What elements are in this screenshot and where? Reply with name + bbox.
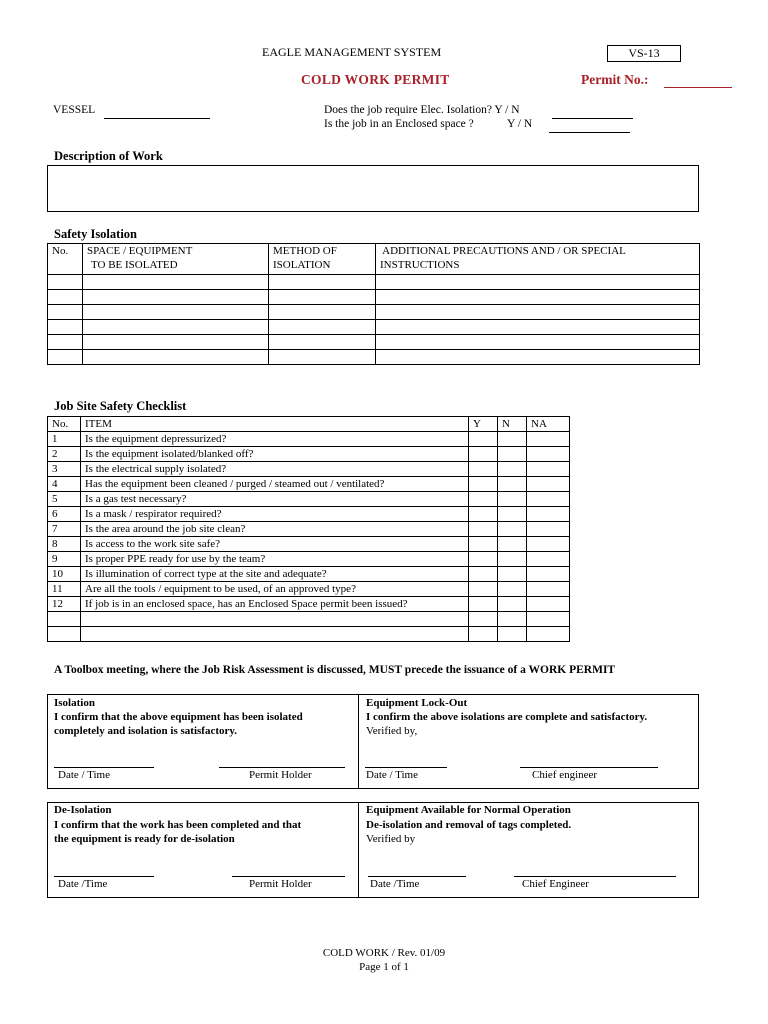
isolation-cell-no[interactable] — [48, 290, 83, 305]
form-title: COLD WORK PERMIT — [301, 72, 450, 87]
lockout-line2: Verified by, — [366, 725, 418, 737]
checklist-row — [48, 507, 570, 522]
isolation-signature-field[interactable] — [219, 767, 345, 768]
isolation-cell-space[interactable] — [83, 290, 269, 305]
description-label: Description of Work — [54, 149, 163, 163]
col-header-space-line1: SPACE / EQUIPMENT — [87, 245, 193, 257]
safety-isolation-row — [48, 275, 700, 290]
checklist-cell-item[interactable] — [81, 612, 469, 627]
lockout-line1: I confirm the above isolations are complete and satisfactory. — [366, 711, 648, 723]
checklist-cell-na[interactable] — [527, 552, 570, 567]
lockout-date-label: Date / Time — [366, 769, 418, 781]
checklist-row — [48, 582, 570, 597]
enclosed-space-question: Is the job in an Enclosed space ? — [324, 118, 474, 130]
isolation-cell-additional[interactable] — [376, 320, 700, 335]
isolation-cell-additional[interactable] — [376, 275, 700, 290]
isolation-cell-space[interactable] — [83, 335, 269, 350]
isolation-cell-method[interactable] — [269, 335, 376, 350]
isolation-signature-label: Permit Holder — [249, 769, 312, 781]
checklist-cell-item: Is proper PPE ready for use by the team? — [81, 552, 469, 567]
isolation-cell-space[interactable] — [83, 350, 269, 365]
checklist-cell-n[interactable] — [498, 612, 527, 627]
col-header-additional — [376, 244, 700, 275]
checklist-cell-item: Is the equipment isolated/blanked off? — [81, 447, 469, 462]
checklist-row — [48, 612, 570, 627]
isolation-cell-additional[interactable] — [376, 350, 700, 365]
checklist-cell-n[interactable] — [498, 597, 527, 612]
isolation-cell-method[interactable] — [269, 290, 376, 305]
deisolation-signature-field[interactable] — [232, 876, 345, 877]
checklist-cell-no: 5 — [48, 492, 81, 507]
checklist-cell-no: 11 — [48, 582, 81, 597]
checklist-cell-na[interactable] — [527, 462, 570, 477]
isolation-cell-method[interactable] — [269, 305, 376, 320]
isolation-cell-no[interactable] — [48, 275, 83, 290]
toolbox-note: A Toolbox meeting, where the Job Risk Assessment is discussed, MUST precede the issuance of a WORK PERMIT — [54, 664, 616, 676]
safety-isolation-row — [48, 320, 700, 335]
safety-isolation-header-row — [48, 244, 700, 275]
elec-isolation-field[interactable] — [552, 118, 633, 119]
isolation-line1: I confirm that the above equipment has been isolated — [54, 711, 303, 723]
col-header-space-line2: TO BE ISOLATED — [91, 259, 178, 271]
normal-op-signature-field[interactable] — [514, 876, 676, 877]
signoff-row-2-divider — [358, 802, 359, 898]
checklist-row — [48, 597, 570, 612]
checklist-cell-na[interactable] — [527, 477, 570, 492]
isolation-cell-no[interactable] — [48, 320, 83, 335]
vessel-field[interactable] — [104, 118, 210, 119]
normal-op-signature-label: Chief Engineer — [522, 878, 589, 890]
deisolation-title: De-Isolation — [54, 804, 112, 816]
checklist-cell-no: 1 — [48, 432, 81, 447]
isolation-cell-method[interactable] — [269, 320, 376, 335]
checklist-cell-y[interactable] — [469, 462, 498, 477]
checklist-cell-y[interactable] — [469, 627, 498, 642]
checklist-cell-item: Is the electrical supply isolated? — [81, 462, 469, 477]
checklist-cell-n[interactable] — [498, 477, 527, 492]
checklist-cell-item: Is a gas test necessary? — [81, 492, 469, 507]
safety-isolation-row — [48, 305, 700, 320]
col-header-additional-line2: INSTRUCTIONS — [380, 259, 460, 271]
checklist-cell-item: Is a mask / respirator required? — [81, 507, 469, 522]
checklist-cell-na[interactable] — [527, 567, 570, 582]
vessel-label: VESSEL — [53, 104, 96, 116]
deisolation-date-field[interactable] — [54, 876, 154, 877]
checklist-col-na: NA — [527, 417, 570, 432]
checklist-cell-no: 12 — [48, 597, 81, 612]
isolation-cell-additional[interactable] — [376, 305, 700, 320]
checklist-cell-no: 8 — [48, 537, 81, 552]
isolation-cell-space[interactable] — [83, 305, 269, 320]
deisolation-line1: I confirm that the work has been completed and that — [54, 819, 302, 831]
checklist-cell-no[interactable] — [48, 612, 81, 627]
checklist-cell-y[interactable] — [469, 612, 498, 627]
isolation-cell-space[interactable] — [83, 320, 269, 335]
checklist-cell-y[interactable] — [469, 522, 498, 537]
isolation-date-label: Date / Time — [58, 769, 110, 781]
checklist-cell-item: Is the area around the job site clean? — [81, 522, 469, 537]
safety-isolation-row — [48, 290, 700, 305]
checklist-cell-y[interactable] — [469, 537, 498, 552]
lockout-signature-field[interactable] — [520, 767, 658, 768]
checklist-cell-no: 2 — [48, 447, 81, 462]
deisolation-signature-label: Permit Holder — [249, 878, 312, 890]
isolation-cell-additional[interactable] — [376, 290, 700, 305]
checklist-cell-n[interactable] — [498, 627, 527, 642]
checklist-cell-na[interactable] — [527, 597, 570, 612]
checklist-cell-n[interactable] — [498, 432, 527, 447]
normal-op-line2: Verified by — [366, 833, 416, 845]
checklist-col-no: No. — [48, 417, 81, 432]
elec-isolation-question: Does the job require Elec. Isolation? Y / N — [324, 104, 520, 116]
checklist-cell-item: If job is in an enclosed space, has an Enclosed Space permit been issued? — [81, 597, 469, 612]
checklist-cell-item: Is access to the work site safe? — [81, 537, 469, 552]
system-name: EAGLE MANAGEMENT SYSTEM — [262, 45, 442, 59]
checklist-cell-na[interactable] — [527, 507, 570, 522]
checklist-heading: Job Site Safety Checklist — [54, 399, 187, 413]
lockout-signature-label: Chief engineer — [532, 769, 598, 781]
checklist-cell-na[interactable] — [527, 447, 570, 462]
isolation-cell-no[interactable] — [48, 335, 83, 350]
lockout-date-field[interactable] — [365, 767, 447, 768]
checklist-cell-na[interactable] — [527, 432, 570, 447]
enclosed-space-yn: Y / N — [507, 118, 533, 130]
isolation-date-field[interactable] — [54, 767, 154, 768]
checklist-cell-na[interactable] — [527, 582, 570, 597]
checklist-cell-no: 3 — [48, 462, 81, 477]
permit-no-field[interactable] — [664, 87, 732, 88]
checklist-cell-no[interactable] — [48, 627, 81, 642]
checklist-cell-item: Has the equipment been cleaned / purged / steamed out / ventilated? — [81, 477, 469, 492]
description-field[interactable] — [47, 165, 699, 212]
checklist-cell-no: 6 — [48, 507, 81, 522]
checklist-cell-no: 10 — [48, 567, 81, 582]
footer-page: Page 1 of 1 — [359, 961, 409, 973]
checklist-cell-y[interactable] — [469, 492, 498, 507]
col-header-no: No. — [48, 244, 83, 275]
col-header-space — [83, 244, 269, 275]
checklist-row — [48, 462, 570, 477]
checklist-row — [48, 537, 570, 552]
checklist-cell-y[interactable] — [469, 507, 498, 522]
footer-revision: COLD WORK / Rev. 01/09 — [322, 947, 446, 959]
checklist-cell-no: 7 — [48, 522, 81, 537]
checklist-row — [48, 432, 570, 447]
checklist-cell-y[interactable] — [469, 597, 498, 612]
checklist-cell-no: 4 — [48, 477, 81, 492]
checklist-col-item: ITEM — [81, 417, 469, 432]
checklist-cell-n[interactable] — [498, 492, 527, 507]
checklist-row — [48, 567, 570, 582]
normal-op-line1: De-isolation and removal of tags completed. — [366, 819, 572, 831]
checklist-cell-na[interactable] — [527, 612, 570, 627]
checklist-cell-n[interactable] — [498, 537, 527, 552]
permit-no-label: Permit No.: — [581, 72, 649, 87]
checklist-cell-n[interactable] — [498, 462, 527, 477]
col-header-method-line1: METHOD OF — [273, 245, 337, 257]
safety-isolation-row — [48, 335, 700, 350]
col-header-additional-line1: ADDITIONAL PRECAUTIONS AND / OR SPECIAL — [380, 245, 626, 257]
checklist-cell-y[interactable] — [469, 552, 498, 567]
checklist-cell-na[interactable] — [527, 492, 570, 507]
normal-op-title: Equipment Available for Normal Operation — [366, 804, 571, 816]
checklist-cell-n[interactable] — [498, 582, 527, 597]
checklist-cell-na[interactable] — [527, 627, 570, 642]
checklist-header-row — [48, 417, 570, 432]
checklist-cell-y[interactable] — [469, 582, 498, 597]
isolation-cell-no[interactable] — [48, 305, 83, 320]
signoff-row-1-divider — [358, 694, 359, 789]
checklist-cell-item: Are all the tools / equipment to be used, of an approved type? — [81, 582, 469, 597]
checklist-row — [48, 447, 570, 462]
checklist-cell-na[interactable] — [527, 537, 570, 552]
checklist-cell-y[interactable] — [469, 432, 498, 447]
normal-op-date-field[interactable] — [368, 876, 466, 877]
lockout-title: Equipment Lock-Out — [366, 697, 468, 709]
doc-code-box — [607, 45, 681, 62]
col-header-method-line2: ISOLATION — [273, 259, 331, 271]
safety-isolation-table — [47, 243, 700, 365]
col-header-method — [269, 244, 376, 275]
safety-isolation-heading: Safety Isolation — [54, 227, 137, 241]
isolation-line2: completely and isolation is satisfactory. — [54, 725, 238, 737]
normal-op-date-label: Date /Time — [370, 878, 420, 890]
deisolation-date-label: Date /Time — [58, 878, 108, 890]
isolation-cell-no[interactable] — [48, 350, 83, 365]
checklist-cell-n[interactable] — [498, 567, 527, 582]
deisolation-line2: the equipment is ready for de-isolation — [54, 833, 235, 845]
checklist-cell-n[interactable] — [498, 447, 527, 462]
safety-isolation-row — [48, 350, 700, 365]
checklist-cell-n[interactable] — [498, 522, 527, 537]
isolation-cell-space[interactable] — [83, 275, 269, 290]
checklist-cell-item: Is illumination of correct type at the site and adequate? — [81, 567, 469, 582]
checklist-row — [48, 627, 570, 642]
checklist-cell-y[interactable] — [469, 447, 498, 462]
checklist-cell-n[interactable] — [498, 507, 527, 522]
checklist-cell-na[interactable] — [527, 522, 570, 537]
isolation-title: Isolation — [54, 697, 95, 709]
checklist-cell-n[interactable] — [498, 552, 527, 567]
checklist-cell-no: 9 — [48, 552, 81, 567]
checklist-row — [48, 477, 570, 492]
isolation-cell-additional[interactable] — [376, 335, 700, 350]
checklist-table — [47, 416, 570, 642]
checklist-cell-y[interactable] — [469, 477, 498, 492]
enclosed-space-field[interactable] — [549, 132, 630, 133]
doc-code: VS-13 — [628, 46, 660, 60]
checklist-cell-item[interactable] — [81, 627, 469, 642]
checklist-row — [48, 492, 570, 507]
checklist-row — [48, 522, 570, 537]
checklist-cell-item: Is the equipment depressurized? — [81, 432, 469, 447]
isolation-cell-method[interactable] — [269, 275, 376, 290]
checklist-col-n: N — [498, 417, 527, 432]
checklist-col-y: Y — [469, 417, 498, 432]
isolation-cell-method[interactable] — [269, 350, 376, 365]
checklist-row — [48, 552, 570, 567]
checklist-cell-y[interactable] — [469, 567, 498, 582]
